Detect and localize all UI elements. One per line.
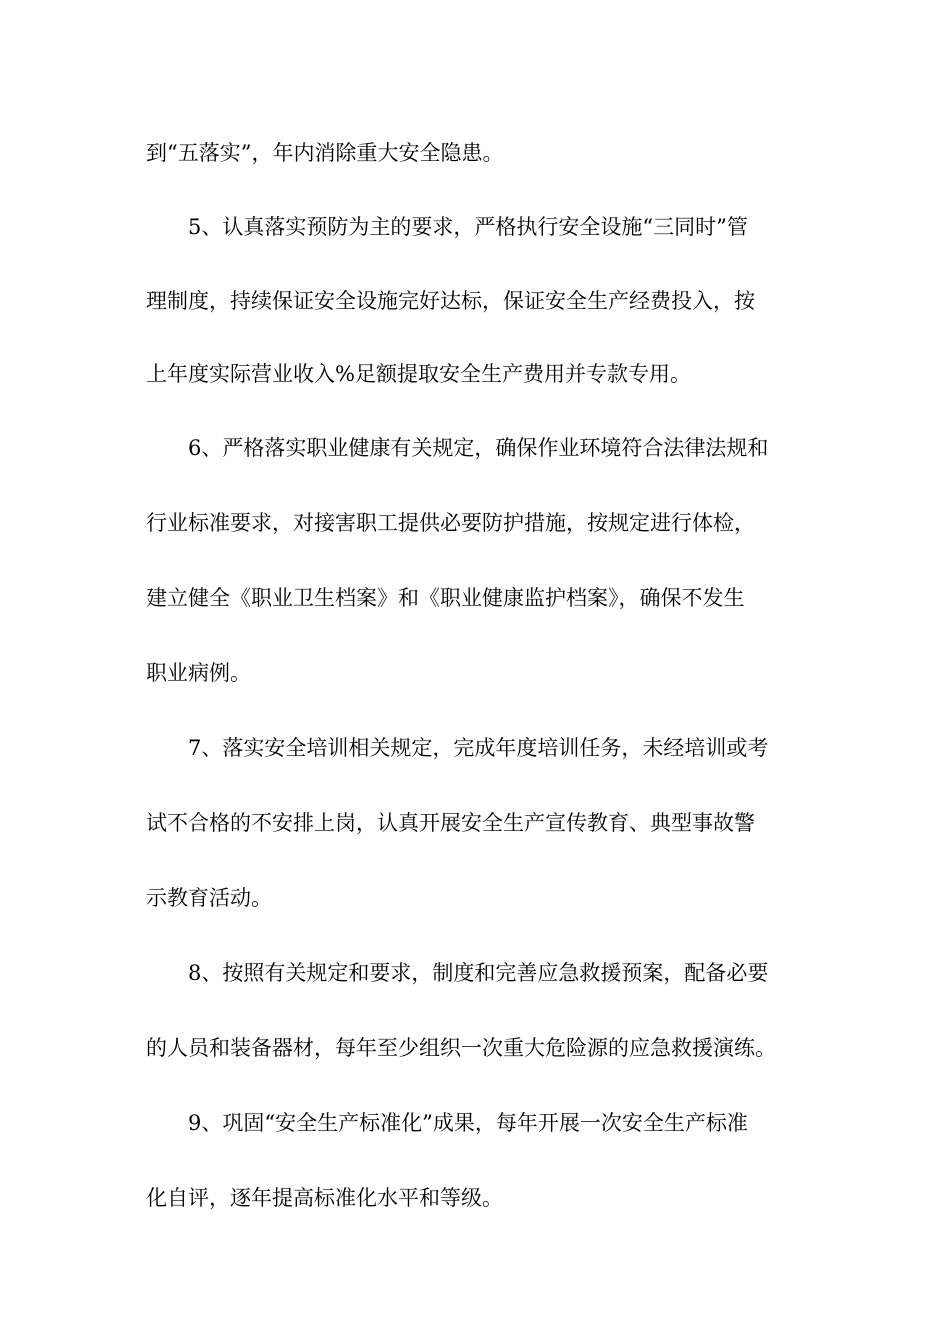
- text-line: 建立健全《职业卫生档案》和《职业健康监护档案》，确保不发生: [146, 586, 745, 610]
- text-line: 化自评，逐年提高标准化水平和等级。: [146, 1186, 503, 1210]
- text-line: 9、巩固“安全生产标准化”成果，每年开展一次安全生产标准: [188, 1111, 748, 1135]
- text-line: 试不合格的不安排上岗，认真开展安全生产宣传教育、典型事故警: [146, 811, 755, 835]
- text-line: 职业病例。: [146, 661, 251, 685]
- text-line: 示教育活动。: [146, 886, 272, 910]
- text-line: 8、按照有关规定和要求，制度和完善应急救援预案，配备必要: [188, 961, 769, 985]
- text-line: 5、认真落实预防为主的要求，严格执行安全设施“三同时”管: [188, 215, 748, 239]
- text-line: 6、严格落实职业健康有关规定，确保作业环境符合法律法规和: [188, 436, 769, 460]
- text-line: 到“五落实”，年内消除重大安全隐患。: [146, 141, 504, 165]
- text-line: 行业标准要求，对接害职工提供必要防护措施，按规定进行体检，: [146, 511, 755, 535]
- text-line: 理制度，持续保证安全设施完好达标，保证安全生产经费投入，按: [146, 289, 755, 313]
- text-line: 7、落实安全培训相关规定，完成年度培训任务，未经培训或考: [188, 736, 769, 760]
- text-line: 上年度实际营业收入%足额提取安全生产费用并专款专用。: [146, 362, 691, 386]
- text-line: 的人员和装备器材，每年至少组织一次重大危险源的应急救援演练。: [146, 1036, 776, 1060]
